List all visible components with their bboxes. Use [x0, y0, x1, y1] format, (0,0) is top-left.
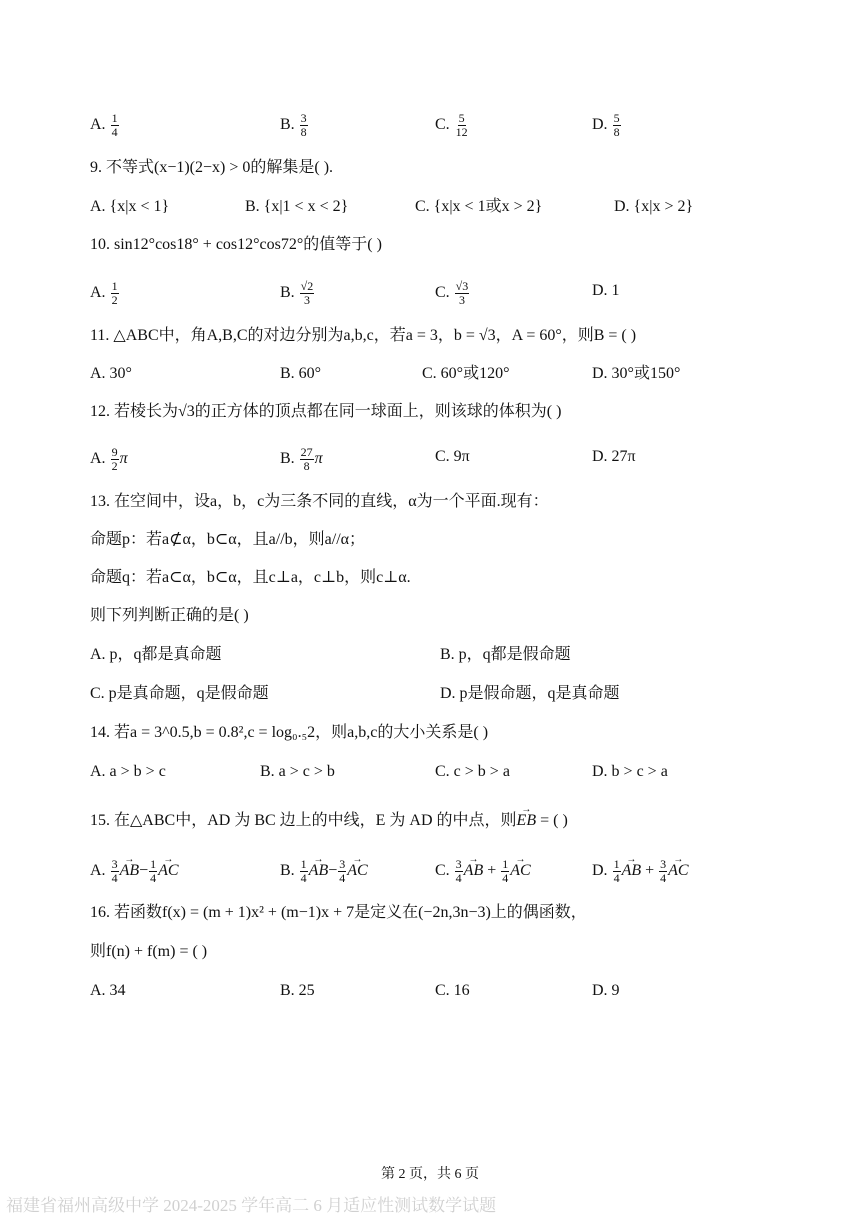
q8-option-b: B. $\frac{3}{8}$	[280, 111, 307, 139]
q16-option-a: A. 34	[90, 982, 126, 999]
q9-option-a: A. {x|x < 1}	[90, 198, 170, 215]
q16-option-b: B. 25	[280, 982, 315, 999]
q13-stem: 13. 在空间中，设a，b，c为三条不同的直线，α为一个平面.现有：	[90, 493, 549, 510]
q16-option-c: C. 16	[435, 982, 470, 999]
q10-option-a: A. $\frac{1}{2}$	[90, 279, 118, 307]
q14-option-d: D. b > c > a	[592, 763, 668, 780]
q9-option-d: D. {x|x > 2}	[614, 198, 694, 215]
q12-option-d: D. 27π	[592, 448, 636, 465]
q11-option-c: C. 60°或120°	[422, 365, 510, 382]
q12-option-c: C. 9π	[435, 448, 470, 465]
q16-stem-cont: 则f(n) + f(m) = ( )	[90, 943, 208, 960]
q10-option-c: C. $\frac{√3}{3}$	[435, 279, 469, 307]
q13-proposition-p: 命题p：若a⊄α，b⊂α，且a//b，则a//α；	[90, 531, 366, 548]
q12-option-b: B. $\frac{27}{8}$ π	[280, 445, 323, 473]
q8-option-d: D. $\frac{5}{8}$	[592, 111, 620, 139]
q13-option-b: B. p，q都是假命题	[440, 646, 571, 663]
q15-option-a: A. $\frac{3}{4}$ → AB− $\frac{1}{4}$ → AC	[90, 858, 179, 885]
q9-option-c: C. {x|x < 1或x > 2}	[415, 198, 543, 215]
q13-option-c: C. p是真命题，q是假命题	[90, 685, 269, 702]
page-footer: 第 2 页，共 6 页	[381, 1167, 479, 1182]
q15-option-c: C. $\frac{3}{4}$ → AB + $\frac{1}{4}$ → AC	[435, 858, 531, 885]
q9-stem: 9. 不等式(x−1)(2−x) > 0的解集是( ).	[90, 159, 334, 176]
q11-stem: 11. △ABC中，角A,B,C的对边分别为a,b,c，若a = 3，b = √3，A = 60°，则B = ( )	[90, 327, 637, 344]
q11-option-a: A. 30°	[90, 365, 132, 382]
q16-stem: 16. 若函数f(x) = (m + 1)x² + (m−1)x + 7是定义在(−2n,3n−3)上的偶函数，	[90, 904, 587, 921]
q8-option-c: C. $\frac{5}{12}$	[435, 111, 468, 139]
q15-option-b: B. $\frac{1}{4}$ → AB− $\frac{3}{4}$ → AC	[280, 858, 368, 885]
q13-ask: 则下列判断正确的是( )	[90, 607, 249, 624]
q14-option-b: B. a > c > b	[260, 763, 335, 780]
q14-stem: 14. 若a = 3^0.5,b = 0.8²,c = log₀.₅2，则a,b,c的大小关系是( )	[90, 724, 489, 741]
q15-option-d: D. $\frac{1}{4}$ → AB + $\frac{3}{4}$ → AC	[592, 858, 689, 885]
q15-stem: 15. 在△ABC中，AD 为 BC 边上的中线，E 为 AD 的中点，则→ EB = ( )	[90, 810, 568, 832]
q12-stem: 12. 若棱长为√3的正方体的顶点都在同一球面上，则该球的体积为( )	[90, 403, 562, 420]
q9-option-b: B. {x|1 < x < 2}	[245, 198, 349, 215]
q13-option-a: A. p，q都是真命题	[90, 646, 222, 663]
q13-proposition-q: 命题q：若a⊂α，b⊂α，且c⊥a，c⊥b，则c⊥α.	[90, 569, 411, 586]
q11-option-d: D. 30°或150°	[592, 365, 681, 382]
q12-option-a: A. $\frac{9}{2}$ π	[90, 445, 128, 473]
q14-option-a: A. a > b > c	[90, 763, 166, 780]
watermark: 福建省福州高级中学 2024-2025 学年高二 6 月适应性测试数学试题	[6, 1196, 497, 1215]
q10-option-b: B. $\frac{√2}{3}$	[280, 279, 314, 307]
q13-option-d: D. p是假命题，q是真命题	[440, 685, 620, 702]
q8-option-a: A. $\frac{1}{4}$	[90, 111, 118, 139]
q11-option-b: B. 60°	[280, 365, 322, 382]
q14-option-c: C. c > b > a	[435, 763, 510, 780]
q10-option-d: D. 1	[592, 282, 620, 299]
q16-option-d: D. 9	[592, 982, 620, 999]
q10-stem: 10. sin12°cos18° + cos12°cos72°的值等于( )	[90, 236, 382, 253]
